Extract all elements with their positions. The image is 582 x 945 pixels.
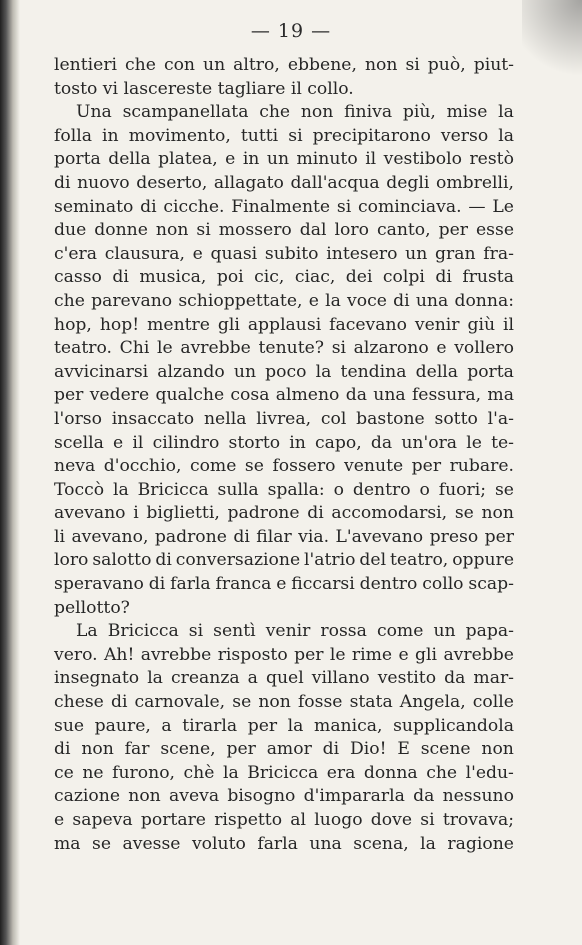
text-line: loro salotto di conversazione l'atrio del teatro, oppure — [54, 550, 514, 571]
text-line: due donne non si mossero dal loro canto, per esse — [54, 220, 514, 241]
text-line: Toccò la Bricicca sulla spalla: o dentro o fuori; se — [54, 479, 514, 500]
corner-shadow — [522, 0, 582, 90]
text-line: seminato di cicche. Finalmente si cominciava. — Le — [54, 196, 514, 217]
text-line: La Bricicca si sentì venir rossa come un papa- — [76, 621, 514, 642]
binding-shadow — [0, 0, 20, 945]
text-line: vero. Ah! avrebbe risposto per le rime e gli avrebbe — [54, 644, 514, 665]
text-line: neva d'occhio, come se fossero venute per rubare. — [54, 456, 514, 477]
text-line: per vedere qualche cosa almeno da una fessura, ma — [54, 385, 514, 406]
text-line: li avevano, padrone di filar via. L'avevano preso per — [54, 526, 514, 547]
text-line: insegnato la creanza a quel villano vestito da mar- — [54, 668, 514, 689]
text-line: tosto vi lascereste tagliare il collo. — [54, 78, 354, 99]
text-line: cazione non aveva bisogno d'impararla da nessuno — [54, 786, 514, 807]
text-line: sue paure, a tirarla per la manica, supplicandola — [54, 715, 514, 736]
text-line: chese di carnovale, se non fosse stata Angela, colle — [54, 692, 514, 713]
text-line: ma se avesse voluto farla una scena, la ragione — [54, 833, 514, 854]
text-line: casso di musica, poi cic, ciac, dei colpi di frusta — [54, 267, 514, 288]
text-line: lentieri che con un altro, ebbene, non si può, piut- — [54, 55, 514, 75]
text-line: scella e il cilindro storto in capo, da un'ora le te- — [54, 432, 514, 453]
text-line: ce ne furono, chè la Bricicca era donna che l'edu- — [54, 762, 514, 783]
text-line: hop, hop! mentre gli applausi facevano venir giù il — [54, 314, 514, 335]
text-line: teatro. Chi le avrebbe tenute? si alzarono e vollero — [54, 338, 514, 359]
text-line: avevano i biglietti, padrone di accomodarsi, se non — [54, 503, 514, 524]
text-line: folla in movimento, tutti si precipitarono verso la — [54, 125, 514, 146]
text-line: di non far scene, per amor di Dio! E scene non — [54, 739, 514, 760]
body-text — [54, 54, 514, 856]
text-line: che parevano schioppettate, e la voce di una donna: — [54, 290, 514, 311]
page-number: — 19 — — [250, 20, 332, 42]
text-line: speravano di farla franca e ficcarsi dentro collo scap- — [54, 574, 514, 595]
text-line: Una scampanellata che non finiva più, mise la — [76, 102, 514, 123]
text-line: avvicinarsi alzando un poco la tendina della porta — [54, 361, 514, 382]
text-line: di nuovo deserto, allagato dall'acqua degli ombrelli, — [54, 172, 514, 193]
text-line: l'orso insaccato nella livrea, col bastone sotto l'a- — [54, 408, 514, 429]
text-line: c'era clausura, e quasi subito intesero un gran fra- — [54, 243, 514, 264]
text-line: pellotto? — [54, 597, 130, 618]
text-line: e sapeva portare rispetto al luogo dove si trovava; — [54, 810, 514, 830]
text-line: porta della platea, e in un minuto il vestibolo restò — [54, 149, 514, 170]
